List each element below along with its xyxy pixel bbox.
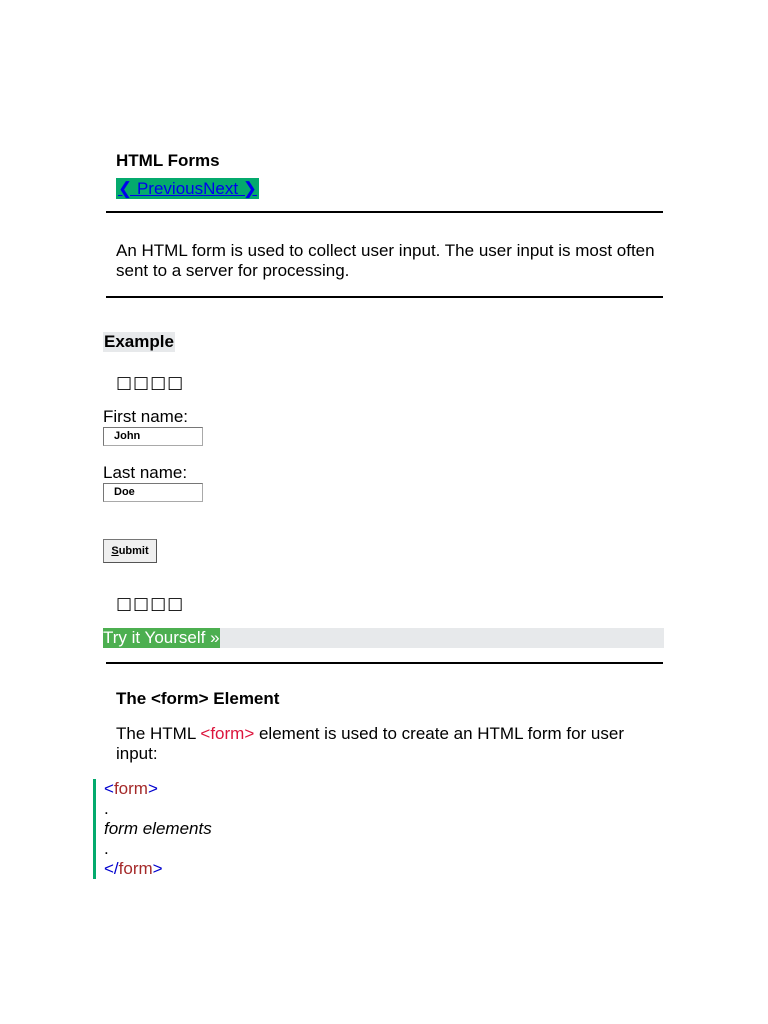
first-name-label: First name: [103,407,189,426]
code-line-dot: . [104,839,109,858]
section-heading: The <form> Element [116,689,280,708]
submit-label: ubmit [118,545,149,557]
code-line-body: form elements [104,819,212,838]
intro-paragraph: An HTML form is used to collect user input. The user input is most often sent to a server for processing. [116,241,655,280]
form-tag-inline-code: <form> [200,724,255,743]
form-element-paragraph [116,724,646,764]
code-tag-name: form [113,779,148,798]
code-bracket: </ [104,859,119,878]
first-name-field[interactable]: John [103,427,203,446]
paragraph-text: element is used to create an HTML form for user input: [116,724,624,763]
try-it-yourself-button[interactable]: Try it Yourself » [103,628,220,647]
code-line-open [104,779,664,799]
next-link[interactable]: Next ❯ [203,179,258,198]
code-tag-name: form [118,859,153,878]
missing-glyphs-text: □□□□ [116,594,185,614]
divider [106,662,663,664]
code-bracket: > [152,859,163,878]
code-bracket: > [147,779,158,798]
code-line-close [104,859,664,879]
last-name-field[interactable]: Doe [103,483,203,502]
paragraph-text: The HTML [116,724,201,743]
divider [106,211,663,213]
page-title: HTML Forms [116,151,220,170]
missing-glyphs-text: □□□□ [116,373,185,393]
submit-accesskey: S [111,545,119,557]
code-example [93,779,664,879]
previous-link[interactable]: ❮ Previous [118,179,204,198]
last-name-label: Last name: [103,463,188,482]
example-label: Example [104,332,174,351]
pager-nav [116,178,259,199]
code-bracket: < [104,779,114,798]
code-line-dot: . [104,799,109,818]
submit-button[interactable] [103,539,157,563]
divider [106,296,663,298]
